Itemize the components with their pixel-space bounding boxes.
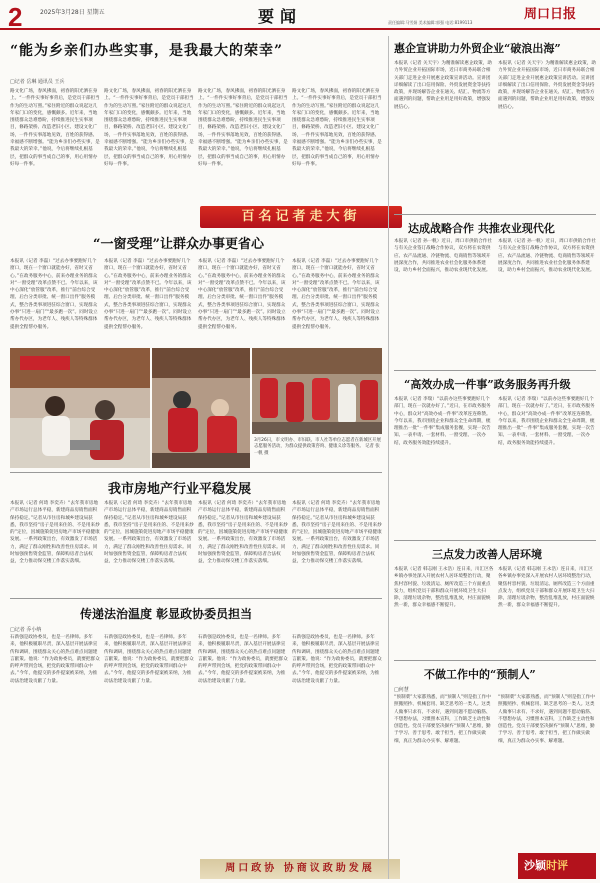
article-1-col-2: 路文化广场，春风拂面，初春的阳光洒在身上。“一件件实事好事背后，是党员干部担当作为的生动写照。”家住附近的群众说起这几年家门口的变化，感慨颇多。近年来，当地围绕群众急难愁盼，持续推进民生实事项目，修路架桥、改造老旧小区、建设文化广场，一件件实事落地见效，百姓的获得感、幸福感不断增强。“能为乡亲们办些实事，是我最大的荣幸。”他说，今后将继续扎根基层，把群众的事当成自己的事，用心用情办好每一件事。 [104,89,194,167]
issue-date: 2025年3月28日 星期五 [40,9,105,16]
photo-volunteer-service [152,348,250,468]
page-number: 2 [8,2,23,32]
masthead-logo: 周口日报 [524,7,577,22]
article-5-col-2: 本报讯（记者 关天宇）为精准解读惠企政策，助力外贸企业开拓国际市场，近日市商务局联合相关部门走进企业开展惠企政策宣讲活动。宣讲团详细解读了出口信用保险、外贸发展资金等扶持政策，并现场解答企业在通关、结汇、物流等方面遇到的问题，帮助企业用足用好政策，增强发展信心。 [498,61,596,110]
article-1-col-1: 路文化广场，春风拂面，初春的阳光洒在身上。“一件件实事好事背后，是党员干部担当作为的生动写照。”家住附近的群众说起这几年家门口的变化，感慨颇多。近年来，当地围绕群众急难愁盼，持续推进民生实事项目，修路架桥、改造老旧小区、建设文化广场，一件件实事落地见效，百姓的获得感、幸福感不断增强。“能为乡亲们办些实事，是我最大的荣幸。”他说，今后将继续扎根基层，把群众的事当成自己的事，用心用情办好每一件事。 [10,89,100,167]
article-9-byline: □何慧 [394,687,409,693]
article-2-col-4: 本报讯（记者 李磊）“过去办事要跑好几个窗口，现在一个窗口就能办好，省时又省心。”在政务服务中心，前来办理业务的群众对“一窗受理”改革点赞不已。今年以来，该中心深化“放管服”改革，推行“前台综合受理、后台分类审批、统一窗口出件”服务模式，整合各类事项进驻综合窗口，实现群众办事“只进一扇门”“最多跑一次”。同时设立帮办代办区，为老年人、残疾人等特殊群体提供全程帮办服务。 [292,259,380,330]
article-4-col-1: 石新强是政协委员，也是一名律师。多年来，他积极履职尽责，深入基层开展法律宣传和调研，围绕群众关心的热点难点问题建言献策。他说：“作为政协委员，就要把群众的呼声带到会场，把党的政策带回群众中去。”今年，他提交的多件提案被采纳，为推动法治建设贡献了力量。 [10,635,100,684]
divider [10,598,382,599]
article-3-col-2: 本报讯（记者 何琦 李奕卉）“去年我市房地产市场运行总体平稳，新建商品房销售面积保持稳定。”记者从市住房和城乡建设局获悉，我市坚持“房子是用来住的、不是用来炒的”定位，因城施策促进房地产市场平稳健康发展。一系列政策出台，有效激发了市场活力，满足了群众刚性和改善性住房需求。同时加强预售资金监管，保障购房者合法权益，全力推动保交楼工作落实落细。 [104,501,194,565]
article-7-col-2: 本报讯（记者 李瑞）“以前办这些事要跑好几个部门，现在一次就办好了。”近日，在市政务服务中心，群众对“高效办成一件事”改革连连称赞。今年以来，我市围绕企业和群众全生命周期，梳理推出一批“一件事”集成服务套餐，实现一次告知、一表申请、一套材料、一窗受理、一次办结，政务服务效能持续提升。 [498,397,595,446]
article-3-col-1: 本报讯（记者 何琦 李奕卉）“去年我市房地产市场运行总体平稳，新建商品房销售面积保持稳定。”记者从市住房和城乡建设局获悉，我市坚持“房子是用来住的、不是用来炒的”定位，因城施策促进房地产市场平稳健康发展。一系列政策出台，有效激发了市场活力，满足了群众刚性和改善性住房需求。同时加强预售资金监管，保障购房者合法权益，全力推动保交楼工作落实落细。 [10,501,100,565]
photo-street-activity [252,348,382,434]
article-5-col-1: 本报讯（记者 关天宇）为精准解读惠企政策，助力外贸企业开拓国际市场，近日市商务局联合相关部门走进企业开展惠企政策宣讲活动。宣讲团详细解读了出口信用保险、外贸发展资金等扶持政策，并现场解答企业在通关、结汇、物流等方面遇到的问题，帮助企业用足用好政策，增强发展信心。 [394,61,492,110]
article-5-title: 惠企宣讲助力外贸企业“破浪出海” [394,42,561,55]
divider [10,472,382,473]
divider [394,540,596,541]
page-header [0,0,600,30]
article-1-byline: □记者 岳琳 通讯员 王兵 [10,79,65,85]
column-divider [388,36,389,879]
article-7-title: “高效办成一件事”政务服务再升级 [404,378,571,391]
article-2-title: “一窗受理”让群众办事更省心 [93,237,264,252]
article-2-col-3: 本报讯（记者 李磊）“过去办事要跑好几个窗口，现在一个窗口就能办好，省时又省心。”在政务服务中心，前来办理业务的群众对“一窗受理”改革点赞不已。今年以来，该中心深化“放管服”改革，推行“前台综合受理、后台分类审批、统一窗口出件”服务模式，整合各类事项进驻综合窗口，实现群众办事“只进一扇门”“最多跑一次”。同时设立帮办代办区，为老年人、残疾人等特殊群体提供全程帮办服务。 [198,259,286,330]
article-1-col-3: 路文化广场，春风拂面，初春的阳光洒在身上。“一件件实事好事背后，是党员干部担当作为的生动写照。”家住附近的群众说起这几年家门口的变化，感慨颇多。近年来，当地围绕群众急难愁盼，持续推进民生实事项目，修路架桥、改造老旧小区、建设文化广场，一件件实事落地见效，百姓的获得感、幸福感不断增强。“能为乡亲们办些实事，是我最大的荣幸。”他说，今后将继续扎根基层，把群众的事当成自己的事，用心用情办好每一件事。 [198,89,288,167]
article-6-col-2: 本报讯（记者 孙一帆）近日，周口市供销合作社与有关企业签订战略合作协议，双方将在农资供应、农产品流通、冷链物流、电商销售等领域开展深度合作，共同推进农业社会化服务体系建设，助力乡村全面振兴，推动农业现代化发展。 [498,239,596,274]
article-1-col-4: 路文化广场，春风拂面，初春的阳光洒在身上。“一件件实事好事背后，是党员干部担当作为的生动写照。”家住附近的群众说起这几年家门口的变化，感慨颇多。近年来，当地围绕群众急难愁盼，持续推进民生实事项目，修路架桥、改造老旧小区、建设文化广场，一件件实事落地见效，百姓的获得感、幸福感不断增强。“能为乡亲们办些实事，是我最大的荣幸。”他说，今后将继续扎根基层，把群众的事当成自己的事，用心用情办好每一件事。 [292,89,382,167]
cppcc-footer-banner: 周口政协 协商议政助发展 [200,859,400,879]
article-3-col-3: 本报讯（记者 何琦 李奕卉）“去年我市房地产市场运行总体平稳，新建商品房销售面积保持稳定。”记者从市住房和城乡建设局获悉，我市坚持“房子是用来住的、不是用来炒的”定位，因城施策促进房地产市场平稳健康发展。一系列政策出台，有效激发了市场活力，满足了群众刚性和改善性住房需求。同时加强预售资金监管，保障购房者合法权益，全力推动保交楼工作落实落细。 [198,501,288,565]
divider [394,214,596,215]
article-9-title: 不做工作中的“预制人” [424,668,536,681]
article-4-col-3: 石新强是政协委员，也是一名律师。多年来，他积极履职尽责，深入基层开展法律宣传和调研，围绕群众关心的热点难点问题建言献策。他说：“作为政协委员，就要把群众的呼声带到会场，把党的政策带回群众中去。”今年，他提交的多件提案被采纳，为推动法治建设贡献了力量。 [198,635,288,684]
article-6-col-1: 本报讯（记者 孙一帆）近日，周口市供销合作社与有关企业签订战略合作协议，双方将在农资供应、农产品流通、冷链物流、电商销售等领域开展深度合作，共同推进农业社会化服务体系建设，助力乡村全面振兴，推动农业现代化发展。 [394,239,492,274]
article-2-col-1: 本报讯（记者 李磊）“过去办事要跑好几个窗口，现在一个窗口就能办好，省时又省心。”在政务服务中心，前来办理业务的群众对“一窗受理”改革点赞不已。今年以来，该中心深化“放管服”改革，推行“前台综合受理、后台分类审批、统一窗口出件”服务模式，整合各类事项进驻综合窗口，实现群众办事“只进一扇门”“最多跑一次”。同时设立帮办代办区，为老年人、残疾人等特殊群体提供全程帮办服务。 [10,259,98,330]
section-title: 要闻 [258,7,303,26]
article-4-byline: □记者 乔小纳 [10,627,42,633]
article-8-col-1: 本报讯（记者 韩志刚 王永浩）连日来，川汇区各乡镇办事处深入开展农村人居环境整治行动，聚焦村容村貌、垃圾清运、厕所改造三个方面重点发力，组织党员干部和群众开展环境卫生大扫除，清理垃圾杂物，整治乱堆乱放，村庄面貌焕然一新，群众幸福感不断提升。 [394,567,494,609]
article-9-col-1: “预制菜”大家都熟悉，而“预制人”则是指工作中照搬照抄、机械套用、缺乏思考的一类人。这类人做事只求有、不求好，遇到问题不愿动脑筋、不想想办法，习惯照本宣科，工作缺乏主动性和创造性。党员干部要坚决摒弃“预制人”思维，勤于学习、善于思考、敢于担当，把工作做实做细，真正为群众办实事、解难题。 [394,695,491,744]
article-3-title: 我市房地产行业平稳发展 [108,482,252,497]
photo-street-activity-image [252,348,382,434]
article-4-title: 传递法治温度 彰显政协委员担当 [80,607,253,621]
article-4-col-2: 石新强是政协委员，也是一名律师。多年来，他积极履职尽责，深入基层开展法律宣传和调研，围绕群众关心的热点难点问题建言献策。他说：“作为政协委员，就要把群众的呼声带到会场，把党的政策带回群众中去。”今年，他提交的多件提案被采纳，为推动法治建设贡献了力量。 [104,635,194,684]
photo-volunteer-consult-image [10,348,150,468]
article-6-title: 达成战略合作 共推农业现代化 [408,222,555,235]
commentary-tag: 沙颖时评 [518,853,596,879]
article-8-title: 三点发力改善人居环境 [432,548,542,561]
photo-volunteer-service-image [152,348,250,468]
divider [394,370,596,371]
photo-volunteer-consult [10,348,150,468]
article-9-col-2: “预制菜”大家都熟悉，而“预制人”则是指工作中照搬照抄、机械套用、缺乏思考的一类人。这类人做事只求有、不求好，遇到问题不愿动脑筋、不想想办法，习惯照本宣科，工作缺乏主动性和创造性。党员干部要坚决摒弃“预制人”思维，勤于学习、善于思考、敢于担当，把工作做实做细，真正为群众办实事、解难题。 [498,695,595,744]
divider [394,660,596,661]
article-4-col-4: 石新强是政协委员，也是一名律师。多年来，他积极履职尽责，深入基层开展法律宣传和调研，围绕群众关心的热点难点问题建言献策。他说：“作为政协委员，就要把群众的呼声带到会场，把党的政策带回群众中去。”今年，他提交的多件提案被采纳，为推动法治建设贡献了力量。 [292,635,382,684]
reporter-campaign-banner: 百名记者走大街 [200,206,402,228]
article-8-col-2: 本报讯（记者 韩志刚 王永浩）连日来，川汇区各乡镇办事处深入开展农村人居环境整治行动，聚焦村容村貌、垃圾清运、厕所改造三个方面重点发力，组织党员干部和群众开展环境卫生大扫除，清理垃圾杂物，整治乱堆乱放，村庄面貌焕然一新，群众幸福感不断提升。 [498,567,595,609]
article-7-col-1: 本报讯（记者 李瑞）“以前办这些事要跑好几个部门，现在一次就办好了。”近日，在市政务服务中心，群众对“高效办成一件事”改革连连称赞。今年以来，我市围绕企业和群众全生命周期，梳理推出一批“一件事”集成服务套餐，实现一次告知、一表申请、一套材料、一窗受理、一次办结，政务服务效能持续提升。 [394,397,491,446]
article-1-title: “能为乡亲们办些实事，是我最大的荣幸” [10,43,284,59]
article-2-col-2: 本报讯（记者 李磊）“过去办事要跑好几个窗口，现在一个窗口就能办好，省时又省心。”在政务服务中心，前来办理业务的群众对“一窗受理”改革点赞不已。今年以来，该中心深化“放管服”改革，推行“前台综合受理、后台分类审批、统一窗口出件”服务模式，整合各类事项进驻综合窗口，实现群众办事“只进一扇门”“最多跑一次”。同时设立帮办代办区，为老年人、残疾人等特殊群体提供全程帮办服务。 [104,259,192,330]
article-3-col-4: 本报讯（记者 何琦 李奕卉）“去年我市房地产市场运行总体平稳，新建商品房销售面积保持稳定。”记者从市住房和城乡建设局获悉，我市坚持“房子是用来住的、不是用来炒的”定位，因城施策促进房地产市场平稳健康发展。一系列政策出台，有效激发了市场活力，满足了群众刚性和改善性住房需求。同时加强预售资金监管，保障购房者合法权益，全力推动保交楼工作落实落细。 [292,501,382,565]
editor-info: 责任编辑:马雪娟 美术编辑:郭强 电话:8199113 [388,20,473,25]
photo-caption: 3月26日，市文明办、市妇联、市人社等单位志愿者在新城区开展志愿服务活动，为群众提供政策咨询、健康义诊等服务。 记者 张一帆 摄 [254,438,381,456]
